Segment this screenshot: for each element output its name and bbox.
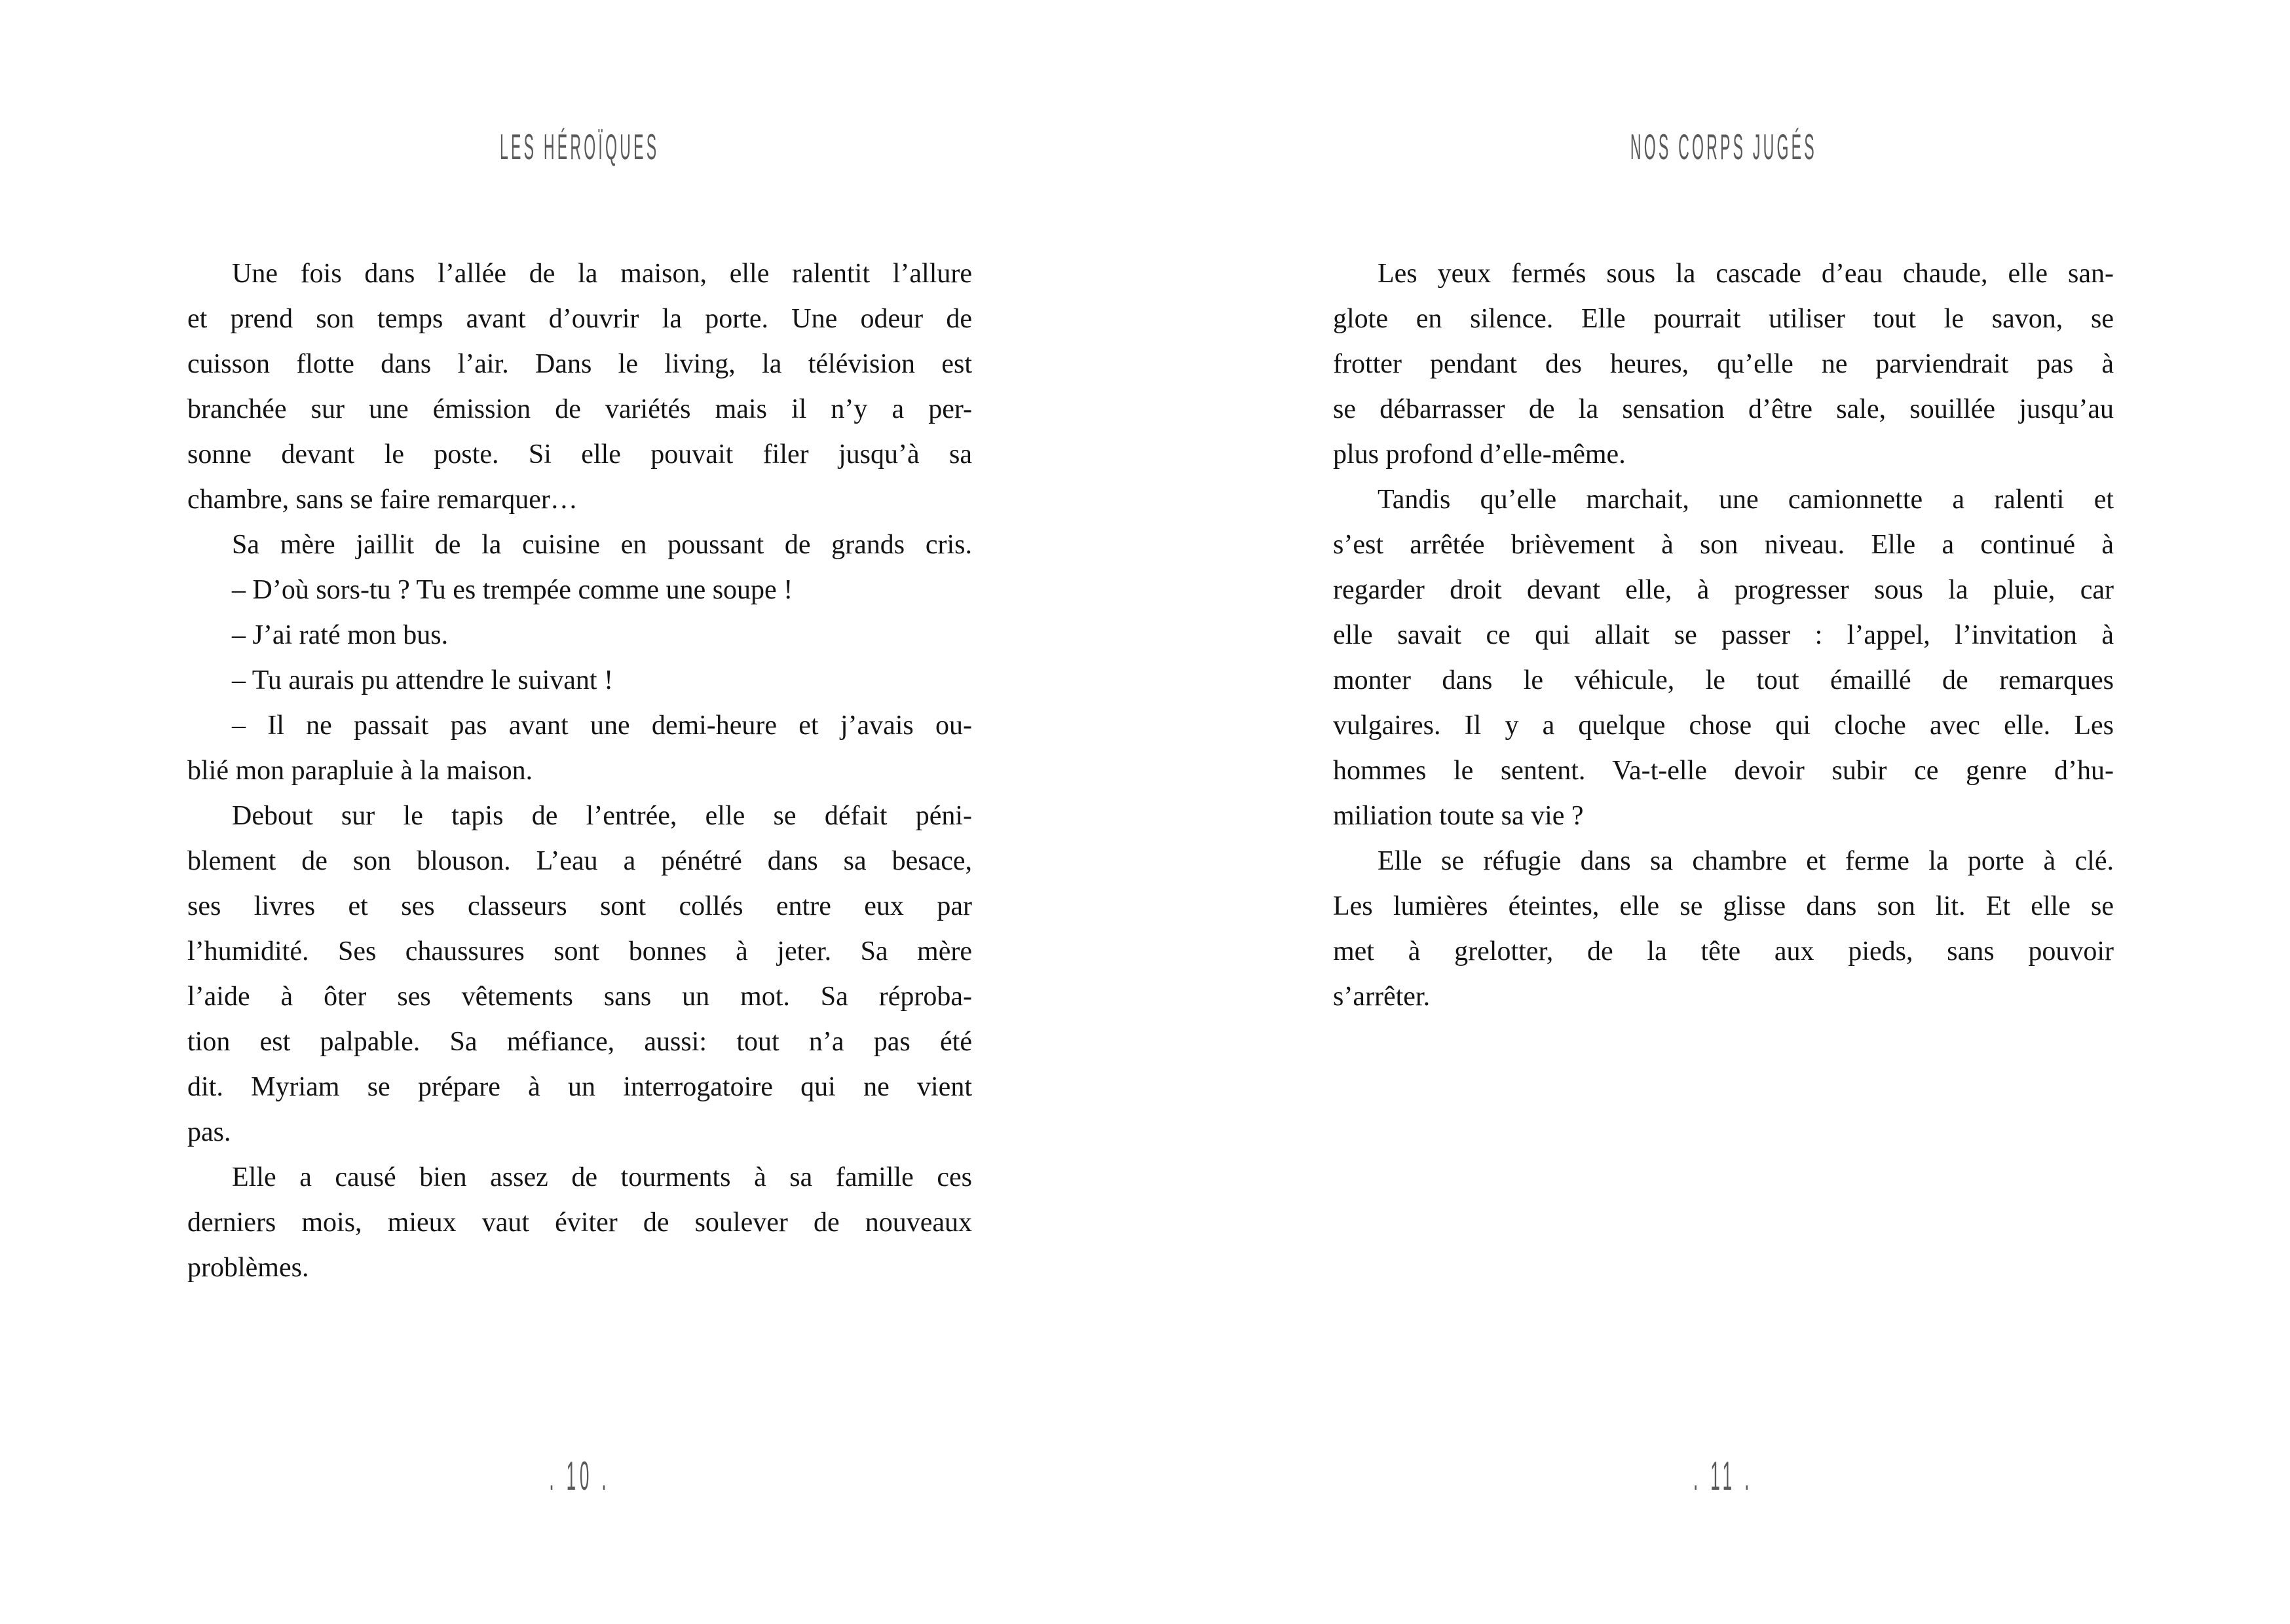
text-line: tion est palpable. Sa méfiance, aussi: tout n’a pas été: [187, 1027, 972, 1057]
page-left: [187, 0, 972, 1624]
text-line: cuisson flotte dans l’air. Dans le living, la télévision est: [187, 349, 972, 379]
text-line: Tandis qu’elle marchait, une camionnette a ralenti et: [1378, 485, 2114, 515]
page-right: [1333, 0, 2114, 1624]
text-line: Elle se réfugie dans sa chambre et ferme la porte à clé.: [1378, 846, 2114, 876]
text-line: s’arrêter.: [1333, 982, 1431, 1012]
text-line: Sa mère jaillit de la cuisine en poussant de grands cris.: [232, 530, 972, 560]
text-line: pas.: [187, 1117, 231, 1147]
running-head-right: [1333, 126, 2114, 167]
text-line: blement de son blouson. L’eau a pénétré dans sa besace,: [187, 846, 972, 876]
text-line: l’humidité. Ses chaussures sont bonnes à jeter. Sa mère: [187, 936, 972, 967]
text-line: sonne devant le poste. Si elle pouvait filer jusqu’à sa: [187, 439, 972, 470]
text-line: – Tu aurais pu attendre le suivant !: [232, 665, 614, 695]
running-head-left-text: LES HÉROÏQUES: [500, 126, 660, 167]
page-number-right: [1333, 1456, 2114, 1497]
text-line: Elle a causé bien assez de tourments à sa famille ces: [232, 1162, 972, 1192]
running-head-left: [187, 126, 972, 167]
text-line: regarder droit devant elle, à progresser sous la pluie, car: [1333, 575, 2114, 605]
body-text-left: [187, 251, 972, 1291]
text-line: met à grelotter, de la tête aux pieds, sans pouvoir: [1333, 936, 2114, 967]
text-line: Debout sur le tapis de l’entrée, elle se défait péni-: [232, 801, 972, 831]
body-text-right: [1333, 251, 2114, 1020]
text-line: vulgaires. Il y a quelque chose qui cloche avec elle. Les: [1333, 710, 2114, 741]
text-line: et prend son temps avant d’ouvrir la porte. Une odeur de: [187, 304, 972, 334]
text-line: glote en silence. Elle pourrait utiliser tout le savon, se: [1333, 304, 2114, 334]
text-line: l’aide à ôter ses vêtements sans un mot. Sa réproba-: [187, 982, 972, 1012]
text-line: – Il ne passait pas avant une demi-heure et j’avais ou-: [232, 710, 972, 741]
text-line: Les lumières éteintes, elle se glisse dans son lit. Et elle se: [1333, 891, 2114, 921]
text-line: blié mon parapluie à la maison.: [187, 756, 533, 786]
text-line: miliation toute sa vie ?: [1333, 801, 1584, 831]
text-line: Les yeux fermés sous la cascade d’eau chaude, elle san-: [1378, 259, 2114, 289]
text-line: problèmes.: [187, 1253, 309, 1283]
text-line: Une fois dans l’allée de la maison, elle ralentit l’allure: [232, 259, 972, 289]
text-line: – D’où sors-tu ? Tu es trempée comme une soupe !: [232, 575, 793, 605]
text-line: frotter pendant des heures, qu’elle ne parviendrait pas à: [1333, 349, 2114, 379]
running-head-right-text: NOS CORPS JUGÉS: [1630, 126, 1817, 167]
page-number-left: [187, 1456, 972, 1497]
text-line: elle savait ce qui allait se passer : l’appel, l’invitation à: [1333, 620, 2114, 650]
page-number-right-text: . 11 .: [1693, 1454, 1754, 1499]
page-number-left-text: . 10 .: [549, 1454, 610, 1499]
text-line: s’est arrêtée brièvement à son niveau. Elle a continué à: [1333, 530, 2114, 560]
text-line: plus profond d’elle-même.: [1333, 439, 1626, 470]
text-line: derniers mois, mieux vaut éviter de soulever de nouveaux: [187, 1208, 972, 1238]
text-line: hommes le sentent. Va-t-elle devoir subir ce genre d’hu-: [1333, 756, 2114, 786]
text-line: monter dans le véhicule, le tout émaillé de remarques: [1333, 665, 2114, 695]
text-line: chambre, sans se faire remarquer…: [187, 485, 578, 515]
text-line: se débarrasser de la sensation d’être sale, souillée jusqu’au: [1333, 394, 2114, 424]
text-line: branchée sur une émission de variétés mais il n’y a per-: [187, 394, 972, 424]
text-line: – J’ai raté mon bus.: [232, 620, 449, 650]
text-line: dit. Myriam se prépare à un interrogatoire qui ne vient: [187, 1072, 972, 1102]
text-line: ses livres et ses classeurs sont collés entre eux par: [187, 891, 972, 921]
